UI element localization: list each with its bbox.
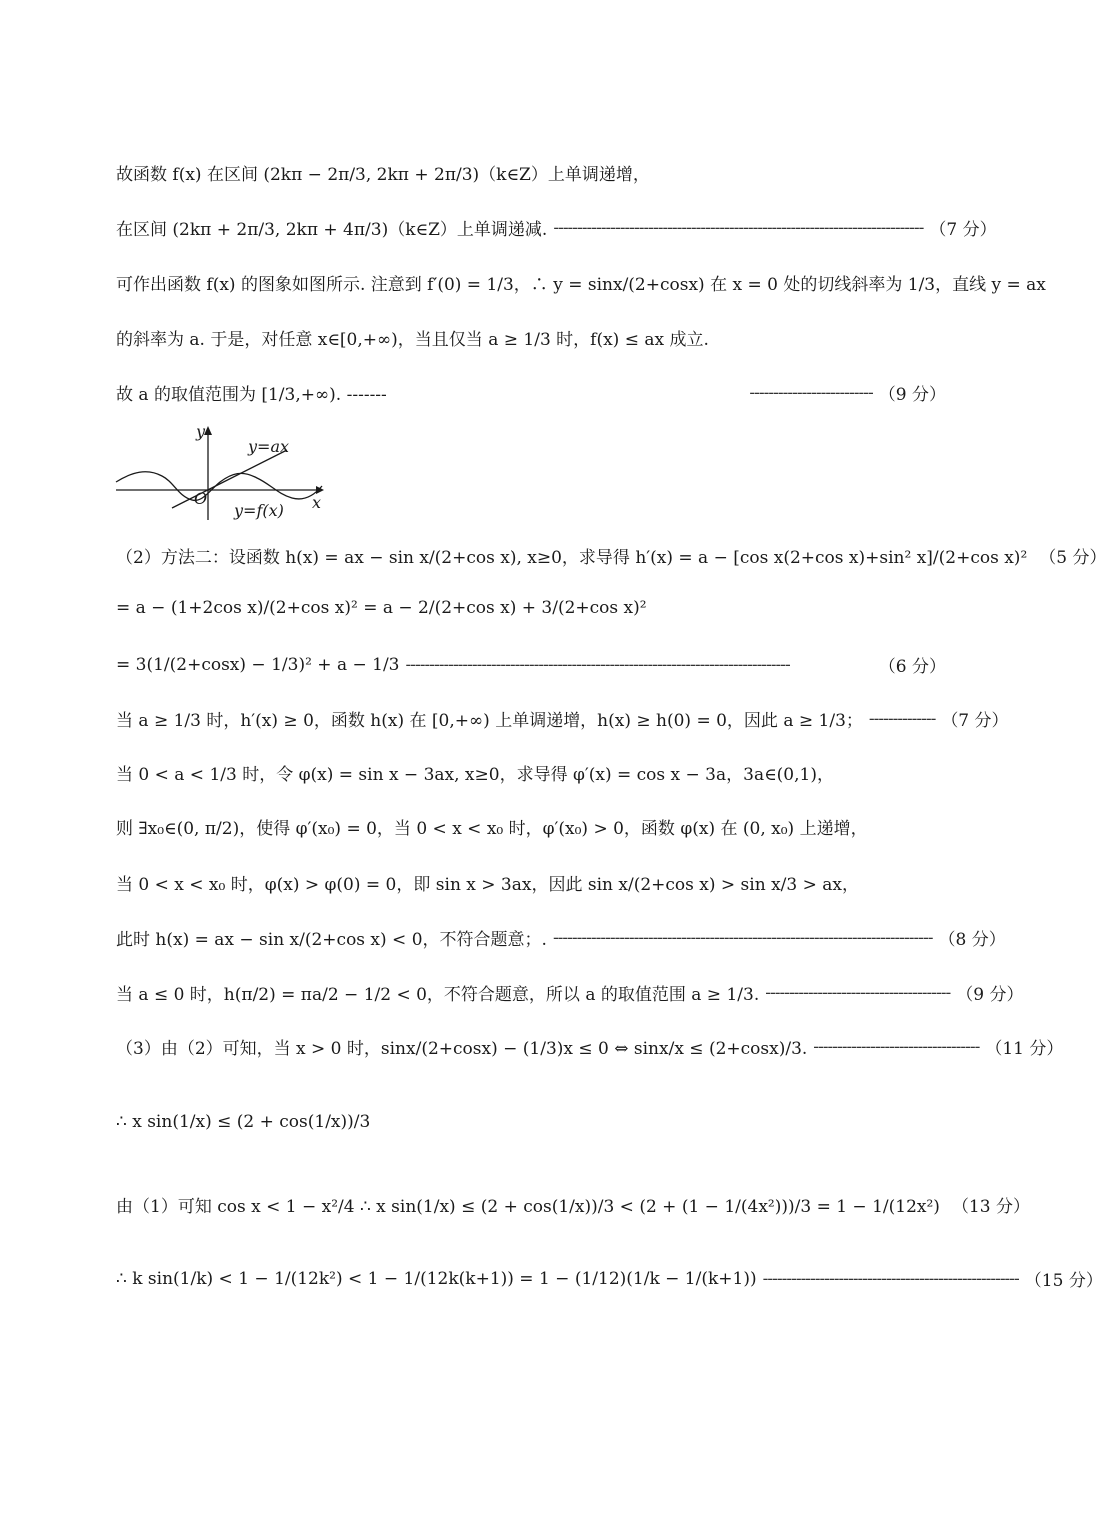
line-text: 故函数 f(x) 在区间 (2kπ − 2π/3, 2kπ + 2π/3)（k∈Z）上单调递增，	[116, 165, 650, 185]
line-text: 此时 h(x) = ax − sin x/(2+cos x) < 0，不符合题意；.	[116, 930, 547, 950]
score-label: （15 分）	[1024, 1271, 1103, 1291]
solution-line-18	[116, 1266, 1103, 1291]
line-y-equals-ax	[172, 450, 287, 508]
dash-leader: --------------------------	[749, 382, 873, 403]
score-label: （7 分）	[941, 711, 1009, 731]
x-axis-label: x	[312, 493, 322, 512]
line-text: 由（1）可知 cos x < 1 − x²/4 ∴ x sin(1/x) ≤ (2 + cos(1/x))/3 < (2 + (1 − 1/(4x²)))/3 = 1 − 1/(12x²)	[116, 1197, 940, 1217]
curve-label: y=f(x)	[234, 501, 284, 520]
dash-leader: ---------------------------------------	[765, 982, 951, 1003]
line-text: = 3(1/(2+cosx) − 1/3)² + a − 1/3	[116, 654, 400, 675]
score-label: （9 分）	[956, 985, 1024, 1005]
score-label: （13 分）	[951, 1197, 1030, 1217]
line-text: 当 a ≥ 1/3 时，h′(x) ≥ 0，函数 h(x) 在 [0,+∞) 上单调递增，h(x) ≥ h(0) = 0，因此 a ≥ 1/3；	[116, 711, 863, 731]
score-label: （9 分）	[878, 385, 946, 405]
solution-line-7	[116, 598, 946, 618]
score-label: （6 分）	[878, 657, 946, 677]
solution-line-6	[116, 543, 1107, 568]
line-text: ∴ k sin(1/k) < 1 − 1/(12k²) < 1 − 1/(12k(k+1)) = 1 − (1/12)(1/k − 1/(k+1))	[116, 1268, 757, 1289]
line-text: = a − (1+2cos x)/(2+cos x)² = a − 2/(2+cos x) + 3/(2+cos x)²	[116, 598, 647, 618]
line-text: 当 0 < x < x₀ 时，φ(x) > φ(0) = 0，即 sin x > 3ax，因此 sin x/(2+cos x) > sin x/3 > ax，	[116, 875, 859, 895]
solution-line-10	[116, 760, 946, 785]
line-text: 当 0 < a < 1/3 时，令 φ(x) = sin x − 3ax, x≥0，求导得 φ′(x) = cos x − 3a，3a∈(0,1)，	[116, 765, 834, 785]
solution-line-16	[116, 1112, 946, 1132]
solution-line-17	[116, 1192, 1030, 1217]
solution-line-14	[116, 980, 1024, 1005]
solution-line-5	[116, 380, 946, 405]
curve-f-of-x	[116, 472, 322, 501]
solution-line-13	[116, 925, 1006, 950]
solution-line-8	[116, 652, 946, 677]
line-text: 当 a ≤ 0 时，h(π/2) = πa/2 − 1/2 < 0，不符合题意，所以 a 的取值范围 a ≥ 1/3.	[116, 985, 760, 1005]
score-label: （8 分）	[938, 930, 1006, 950]
solution-line-1	[116, 160, 946, 185]
score-label: （11 分）	[985, 1039, 1064, 1059]
line-text: （2）方法二：设函数 h(x) = ax − sin x/(2+cos x), x≥0，求导得 h′(x) = a − [cos x(2+cos x)+sin² x]/(2+cos x)²	[116, 548, 1028, 568]
line-text: 的斜率为 a. 于是，对任意 x∈[0,+∞)，当且仅当 a ≥ 1/3 时，f(x) ≤ ax 成立.	[116, 330, 709, 350]
dash-leader: -----------------------------------	[813, 1036, 980, 1057]
solution-line-12	[116, 870, 946, 895]
line-text: 则 ∃x₀∈(0, π/2)，使得 φ′(x₀) = 0，当 0 < x < x₀ 时，φ′(x₀) > 0，函数 φ(x) 在 (0, x₀) 上递增，	[116, 819, 868, 839]
solution-line-15	[116, 1034, 1064, 1059]
solution-line-4	[116, 325, 946, 350]
line-text: 故 a 的取值范围为 [1/3,+∞). -------	[116, 385, 387, 405]
line-text: （3）由（2）可知，当 x > 0 时，sinx/(2+cosx) − (1/3)x ≤ 0 ⇔ sinx/x ≤ (2+cosx)/3.	[116, 1039, 808, 1059]
line-label: y=ax	[248, 437, 290, 456]
dash-leader: ------------------------------------------------------	[762, 1268, 1019, 1289]
line-text: 可作出函数 f(x) 的图象如图所示. 注意到 f′(0) = 1/3，∴ y = sinx/(2+cosx) 在 x = 0 处的切线斜率为 1/3，直线 y = ax	[116, 275, 1046, 295]
line-text: 在区间 (2kπ + 2π/3, 2kπ + 4π/3)（k∈Z）上单调递减.	[116, 220, 548, 240]
line-text: ∴ x sin(1/x) ≤ (2 + cos(1/x))/3	[116, 1112, 371, 1132]
y-axis-label: y	[196, 422, 206, 441]
origin-label: O	[194, 489, 208, 508]
solution-line-11	[116, 814, 946, 839]
dash-leader: ------------------------------------------------------------------------------	[553, 217, 924, 238]
y-axis-arrow-icon	[204, 426, 212, 435]
score-label: （7 分）	[929, 220, 997, 240]
function-graph-figure	[112, 420, 332, 525]
dash-leader: --------------	[868, 708, 936, 729]
dash-leader: --------------------------------------------------------------------------------	[552, 927, 933, 948]
solution-line-9	[116, 706, 1009, 731]
score-label: （5 分）	[1039, 548, 1107, 568]
dash-leader: ---------------------------------------------------------------------------------	[405, 654, 790, 675]
solution-line-3	[116, 270, 1046, 295]
solution-line-2	[116, 215, 997, 240]
